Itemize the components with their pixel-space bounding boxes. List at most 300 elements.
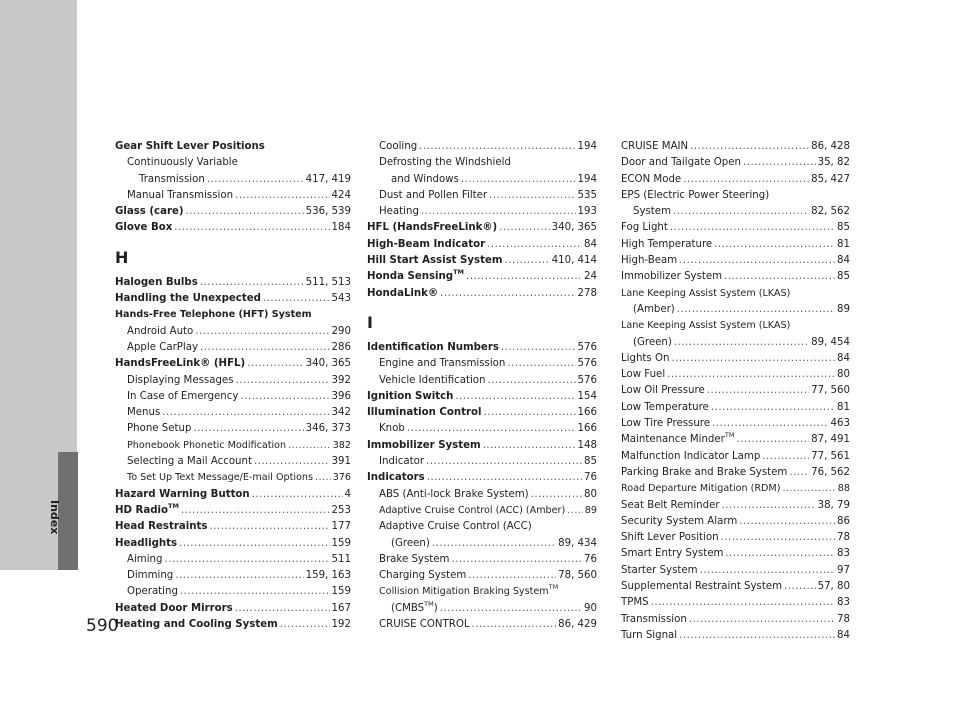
index-term: Continuously Variable: [127, 157, 238, 169]
page-reference[interactable]: 192: [331, 619, 351, 631]
index-term: Operating: [127, 586, 178, 598]
page-reference[interactable]: 86: [837, 515, 850, 527]
page-reference[interactable]: 154: [577, 390, 597, 402]
index-entry: [367, 536, 597, 552]
index-entry: [621, 302, 850, 318]
page-reference[interactable]: 83: [837, 597, 850, 609]
index-column-2: [367, 139, 597, 633]
dot-leader: [200, 275, 304, 291]
index-entry: [115, 470, 351, 486]
index-term: Head Restraints: [115, 521, 208, 533]
index-term: Low Temperature: [621, 401, 709, 413]
index-entry: [115, 519, 351, 535]
index-term: Engine and Transmission: [379, 358, 506, 370]
section-letter: H: [115, 247, 129, 267]
index-term: Glove Box: [115, 222, 173, 234]
index-term: HandsFreeLink® (HFL): [115, 358, 246, 370]
dot-leader: [164, 552, 329, 568]
page-reference[interactable]: 89: [837, 303, 850, 315]
index-entry: [115, 487, 351, 503]
dot-leader: [263, 291, 330, 307]
page-reference[interactable]: 78: [837, 532, 850, 544]
page-reference[interactable]: 87, 491: [811, 434, 850, 446]
index-term: Low Oil Pressure: [621, 385, 705, 397]
index-entry: [115, 356, 351, 372]
dot-leader: [707, 383, 809, 399]
index-term: Heating and Cooling System: [115, 619, 278, 631]
page-reference[interactable]: 159, 163: [305, 570, 351, 582]
dot-leader: [651, 595, 835, 611]
page-reference[interactable]: 396: [331, 390, 351, 402]
dot-leader: [179, 536, 329, 552]
index-entry: [367, 389, 597, 405]
dot-leader: [789, 465, 809, 481]
page-reference[interactable]: 97: [837, 564, 850, 576]
page-reference[interactable]: 159: [331, 537, 351, 549]
index-term: Displaying Messages: [127, 374, 234, 386]
index-entry: [621, 400, 850, 416]
index-term: Selecting a Mail Account: [127, 456, 252, 468]
index-term: Lane Keeping Assist System (LKAS): [621, 287, 791, 299]
dot-leader: [484, 405, 576, 421]
page-reference[interactable]: 86, 428: [811, 141, 850, 152]
dot-leader: [162, 405, 329, 421]
page-reference[interactable]: 80: [837, 369, 850, 381]
dot-leader: [426, 454, 582, 470]
page-reference[interactable]: 511, 513: [305, 276, 351, 288]
index-term: Dust and Pollen Filter: [379, 189, 488, 201]
dot-leader: [531, 487, 582, 503]
index-entry: [115, 503, 351, 519]
dot-leader: [466, 269, 582, 285]
index-term: High-Beam Indicator: [367, 238, 486, 250]
index-term: Brake System: [379, 553, 450, 565]
page-reference[interactable]: 194: [577, 173, 597, 185]
index-term: Low Tire Pressure: [621, 418, 711, 430]
page-reference[interactable]: 76, 562: [811, 466, 850, 478]
dot-leader: [679, 253, 835, 269]
index-entry: [367, 454, 597, 470]
index-entry: [367, 405, 597, 421]
page-reference[interactable]: 193: [577, 206, 597, 218]
dot-leader: [472, 617, 557, 633]
dot-leader: [724, 269, 835, 285]
dot-leader: [487, 373, 575, 389]
page-reference[interactable]: 57, 80: [817, 581, 850, 593]
dot-leader: [193, 421, 303, 437]
dot-leader: [451, 552, 582, 568]
page-reference[interactable]: 88: [837, 483, 850, 495]
index-term: Parking Brake and Brake System: [621, 466, 788, 478]
trademark-mark: TM: [424, 599, 434, 608]
index-entry: [115, 220, 351, 236]
page-reference[interactable]: 177: [331, 521, 351, 533]
dot-leader: [455, 389, 575, 405]
index-term: Turn Signal: [621, 629, 678, 641]
page-reference[interactable]: 286: [331, 341, 351, 353]
index-entry: [621, 514, 850, 530]
dot-leader: [674, 335, 809, 351]
dot-leader: [667, 367, 835, 383]
page-reference[interactable]: 410, 414: [551, 255, 597, 267]
index-entry: [621, 237, 850, 253]
dot-leader: [762, 449, 809, 465]
index-entry: [367, 356, 597, 372]
dot-leader: [712, 416, 829, 432]
dot-leader: [722, 498, 816, 514]
dot-leader: [421, 204, 576, 220]
dot-leader: [186, 204, 304, 220]
dot-leader: [440, 286, 575, 302]
page-reference[interactable]: 278: [577, 287, 597, 299]
page-reference[interactable]: 81: [837, 401, 850, 413]
page-reference[interactable]: 535: [577, 189, 597, 201]
index-entry: [621, 481, 850, 497]
dot-leader: [181, 503, 330, 519]
dot-leader: [784, 579, 816, 595]
page-reference[interactable]: 167: [331, 602, 351, 614]
page-reference[interactable]: 376: [332, 472, 351, 484]
index-term: Charging System: [379, 570, 467, 582]
page-reference[interactable]: 536, 539: [305, 206, 351, 218]
side-tab-label: Index: [48, 500, 61, 535]
page-reference[interactable]: 184: [331, 222, 351, 234]
page-reference[interactable]: 83: [837, 548, 850, 560]
dot-leader: [700, 563, 835, 579]
page-reference[interactable]: 4: [344, 488, 351, 500]
index-term: Knob: [379, 423, 405, 435]
index-term: Lights On: [621, 352, 670, 364]
index-term: Glass (care): [115, 206, 184, 218]
index-entry: [621, 220, 850, 236]
trademark-mark: TM: [453, 268, 464, 277]
dot-leader: [671, 351, 835, 367]
index-entry: [115, 421, 351, 437]
index-term: Indicator: [379, 456, 425, 468]
dot-leader: [483, 438, 576, 454]
page-reference[interactable]: 85, 427: [811, 173, 850, 185]
index-entry: [115, 373, 351, 389]
page-reference[interactable]: 86, 429: [558, 619, 597, 631]
index-term: (Green): [391, 537, 430, 549]
dot-leader: [407, 421, 576, 437]
index-term: Halogen Bulbs: [115, 276, 198, 288]
index-term: Cooling: [379, 141, 418, 152]
dot-leader: [419, 139, 575, 155]
dot-leader: [247, 356, 303, 372]
side-tab-marker: [0, 0, 78, 570]
index-entry: [367, 155, 597, 171]
page-reference[interactable]: 342: [331, 407, 351, 419]
dot-leader: [711, 400, 835, 416]
dot-leader: [200, 340, 330, 356]
index-term: HD Radio™: [115, 501, 179, 516]
index-term: Transmission: [621, 613, 687, 625]
index-entry: [115, 389, 351, 405]
dot-leader: [280, 617, 330, 633]
index-entry: [115, 568, 351, 584]
index-column-3: [621, 139, 850, 644]
dot-leader: [240, 389, 329, 405]
index-term: (Green): [633, 336, 672, 348]
page-reference[interactable]: 77, 560: [811, 385, 850, 397]
index-entry: [621, 546, 850, 562]
index-entry: [367, 188, 597, 204]
page-reference[interactable]: 76: [584, 553, 597, 565]
page-reference[interactable]: 511: [331, 553, 351, 565]
dot-leader: [714, 237, 835, 253]
page-reference[interactable]: 253: [331, 504, 351, 516]
index-entry: [367, 470, 597, 486]
index-term: Defrosting the Windshield: [379, 157, 511, 169]
index-term: HFL (HandsFreeLink®): [367, 222, 498, 234]
dot-leader: [721, 530, 835, 546]
index-term: Supplemental Restraint System: [621, 581, 783, 593]
index-term: Apple CarPlay: [127, 341, 199, 353]
index-entry: [621, 579, 850, 595]
index-entry: [367, 438, 597, 454]
page-reference[interactable]: 166: [577, 423, 597, 435]
index-term: Maintenance Minder™: [621, 431, 735, 446]
index-entry: [367, 421, 597, 437]
index-term: Honda Sensing™: [367, 268, 464, 283]
page-reference[interactable]: 85: [837, 222, 850, 234]
index-entry: [115, 172, 351, 188]
page-reference[interactable]: 84: [584, 238, 597, 250]
page-reference[interactable]: 166: [577, 407, 597, 419]
index-entry: [115, 584, 351, 600]
index-entry: [621, 253, 850, 269]
index-term: Indicators: [367, 472, 425, 484]
page-reference[interactable]: 148: [577, 439, 597, 451]
page-reference[interactable]: 346, 373: [305, 423, 351, 435]
page-reference[interactable]: 424: [331, 189, 351, 201]
index-entry: [115, 291, 351, 307]
page-reference[interactable]: 391: [331, 456, 351, 468]
index-term: EPS (Electric Power Steering): [621, 189, 770, 201]
index-entry: [115, 454, 351, 470]
page-reference[interactable]: 85: [584, 456, 597, 468]
index-term: ABS (Anti-lock Brake System): [379, 488, 529, 500]
index-entry: [367, 568, 597, 584]
index-entry: [115, 188, 351, 204]
index-term: In Case of Emergency: [127, 390, 239, 402]
page-reference[interactable]: 89, 434: [558, 537, 597, 549]
dot-leader: [689, 612, 835, 628]
index-term: Malfunction Indicator Lamp: [621, 450, 761, 462]
dot-leader: [505, 253, 550, 269]
index-term: (CMBS™): [391, 599, 438, 614]
page-reference[interactable]: 77, 561: [811, 450, 850, 462]
section-letter: I: [367, 312, 373, 332]
index-entry: [621, 498, 850, 514]
index-entry: [621, 416, 850, 432]
index-term: Identification Numbers: [367, 341, 499, 353]
index-term: Seat Belt Reminder: [621, 499, 720, 511]
index-term: and Windows: [391, 173, 459, 185]
page-reference[interactable]: 89: [584, 504, 597, 516]
index-term: Dimming: [127, 570, 174, 582]
dot-leader: [195, 324, 329, 340]
dot-leader: [468, 568, 556, 584]
index-entry: [367, 139, 597, 155]
page-reference[interactable]: 392: [331, 374, 351, 386]
index-term: To Set Up Text Message/E-mail Options: [127, 472, 313, 484]
page-reference[interactable]: 35, 82: [817, 157, 850, 169]
index-entry: [621, 595, 850, 611]
page-reference[interactable]: 76: [584, 472, 597, 484]
dot-leader: [288, 438, 331, 454]
index-term: CRUISE CONTROL: [379, 619, 470, 631]
index-term: Android Auto: [127, 325, 194, 337]
index-entry: [367, 503, 597, 519]
index-term: Shift Lever Position: [621, 532, 719, 544]
index-entry: [621, 204, 850, 220]
index-term: Gear Shift Lever Positions: [115, 141, 265, 152]
index-term: Immobilizer System: [367, 439, 481, 451]
page-reference[interactable]: 340, 365: [305, 358, 351, 370]
index-entry: [621, 286, 850, 302]
page-reference[interactable]: 78, 560: [558, 570, 597, 582]
dot-leader: [679, 628, 835, 644]
trademark-mark: TM: [724, 431, 735, 440]
dot-leader: [725, 546, 835, 562]
index-term: Smart Entry System: [621, 548, 724, 560]
page-reference[interactable]: 159: [331, 586, 351, 598]
index-entry: [367, 373, 597, 389]
dot-leader: [254, 454, 330, 470]
page-reference[interactable]: 463: [830, 418, 850, 430]
index-term: Hazard Warning Button: [115, 488, 250, 500]
index-term: CRUISE MAIN: [621, 141, 689, 152]
page-reference[interactable]: 81: [837, 238, 850, 250]
index-entry: [367, 172, 597, 188]
dot-leader: [461, 172, 576, 188]
dot-leader: [782, 481, 835, 497]
index-entry: [621, 383, 850, 399]
page-reference[interactable]: 84: [837, 352, 850, 364]
index-term: Phone Setup: [127, 423, 192, 435]
dot-leader: [432, 536, 556, 552]
index-term: ECON Mode: [621, 173, 682, 185]
index-term: Door and Tailgate Open: [621, 157, 741, 169]
index-entry: [621, 335, 850, 351]
index-entry: [115, 438, 351, 454]
dot-leader: [489, 188, 575, 204]
dot-leader: [673, 204, 809, 220]
index-entry: [367, 617, 597, 633]
index-entry: [367, 253, 597, 269]
index-entry: [621, 628, 850, 644]
index-term: Handling the Unexpected: [115, 293, 261, 305]
page-reference[interactable]: 194: [577, 141, 597, 152]
index-term: Manual Transmission: [127, 189, 234, 201]
page-reference[interactable]: 382: [332, 439, 351, 451]
dot-leader: [487, 237, 582, 253]
page-reference[interactable]: 78: [837, 613, 850, 625]
page-reference[interactable]: 340, 365: [551, 222, 597, 234]
trademark-mark: TM: [548, 583, 559, 592]
index-entry: [367, 220, 597, 236]
index-term: Hill Start Assist System: [367, 255, 503, 267]
index-term: Phonebook Phonetic Modification: [127, 439, 287, 451]
dot-leader: [175, 568, 303, 584]
index-entry: [367, 269, 597, 285]
dot-leader: [209, 519, 329, 535]
index-term: Headlights: [115, 537, 178, 549]
dot-leader: [207, 172, 304, 188]
page-reference[interactable]: 576: [577, 358, 597, 370]
page-reference[interactable]: 84: [837, 629, 850, 641]
index-term: Starter System: [621, 564, 698, 576]
index-entry: [367, 584, 597, 600]
index-entry: [367, 204, 597, 220]
index-entry: [621, 563, 850, 579]
dot-leader: [499, 220, 549, 236]
page-reference[interactable]: 84: [837, 255, 850, 267]
page-reference[interactable]: 24: [584, 271, 597, 283]
index-entry: [621, 530, 850, 546]
dot-leader: [670, 220, 835, 236]
page-reference[interactable]: 576: [577, 374, 597, 386]
index-term: TPMS: [621, 597, 649, 609]
dot-leader: [174, 220, 329, 236]
index-term: Fog Light: [621, 222, 668, 234]
index-entry: [115, 617, 351, 633]
page-reference[interactable]: 543: [331, 293, 351, 305]
trademark-mark: TM: [168, 501, 179, 510]
dot-leader: [507, 356, 575, 372]
page-reference[interactable]: 90: [584, 602, 597, 614]
index-term: Heating: [379, 206, 419, 218]
index-entry: [621, 172, 850, 188]
index-entry: [115, 601, 351, 617]
page-reference[interactable]: 576: [577, 341, 597, 353]
index-entry: [621, 188, 850, 204]
dot-leader: [440, 601, 582, 617]
index-entry: [621, 351, 850, 367]
page-reference[interactable]: 417, 419: [305, 173, 351, 185]
index-entry: [621, 465, 850, 481]
index-entry: [621, 612, 850, 628]
index-entry: [115, 204, 351, 220]
page-reference[interactable]: 85: [837, 271, 850, 283]
index-entry: [367, 340, 597, 356]
index-term: (Amber): [633, 303, 675, 315]
page-reference[interactable]: 38, 79: [817, 499, 850, 511]
page-reference[interactable]: 290: [331, 325, 351, 337]
index-term: Heated Door Mirrors: [115, 602, 233, 614]
index-entry: [621, 155, 850, 171]
index-term: Immobilizer System: [621, 271, 723, 283]
index-term: Security System Alarm: [621, 515, 738, 527]
page-reference[interactable]: 80: [584, 488, 597, 500]
index-entry: [621, 269, 850, 285]
index-term: Adaptive Cruise Control (ACC): [379, 521, 532, 533]
page-reference[interactable]: 89, 454: [811, 336, 850, 348]
dot-leader: [743, 155, 816, 171]
dot-leader: [567, 503, 583, 519]
dot-leader: [683, 172, 809, 188]
index-entry: [621, 449, 850, 465]
dot-leader: [315, 470, 331, 486]
index-column-1: [115, 139, 351, 633]
dot-leader: [736, 432, 809, 448]
index-entry: [621, 318, 850, 334]
index-term: Transmission: [139, 173, 205, 185]
page-reference[interactable]: 82, 562: [811, 206, 850, 218]
dot-leader: [180, 584, 330, 600]
